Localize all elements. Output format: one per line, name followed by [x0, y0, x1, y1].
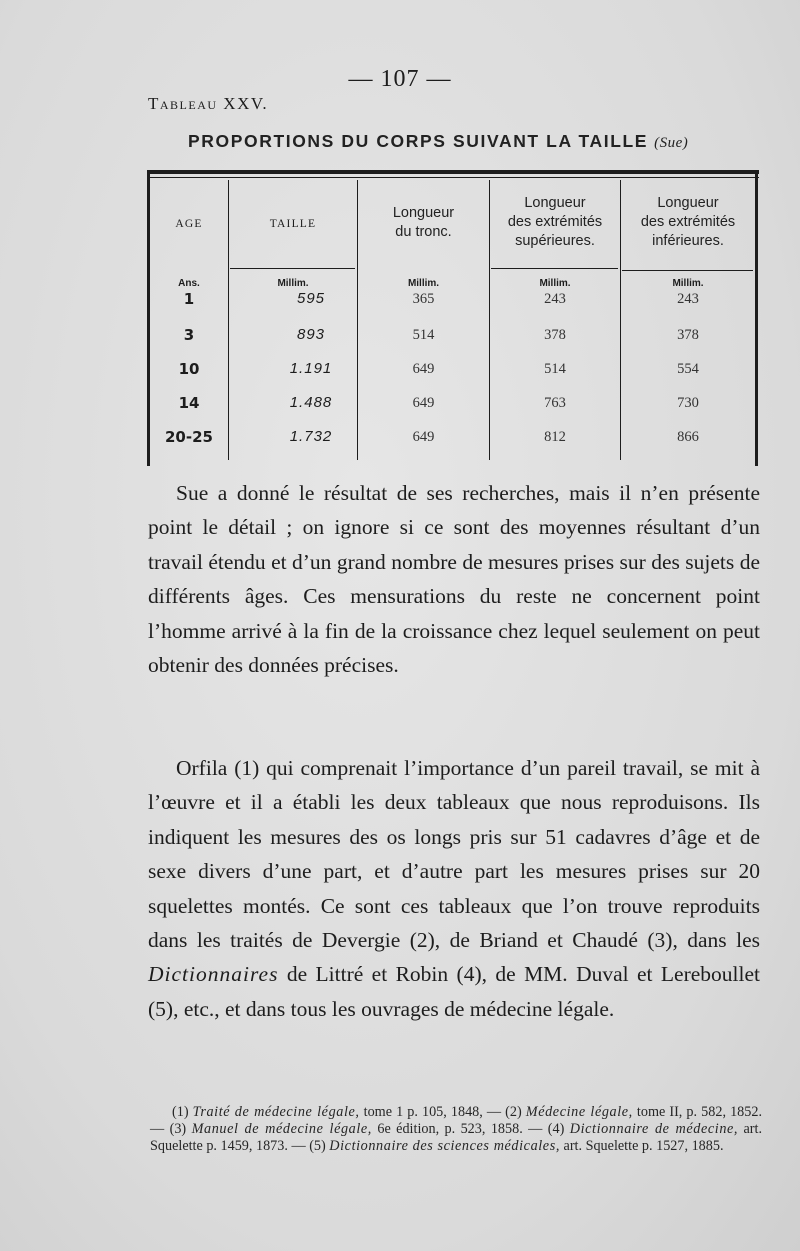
- cell-age: 20-25: [165, 428, 213, 446]
- tableau-label: Tableau XXV.: [148, 94, 269, 113]
- header-age: AGE: [175, 218, 203, 230]
- header-inf-line2: des extrémités: [640, 214, 736, 230]
- paragraph-orfila-italic: Dictionnaires: [148, 962, 279, 987]
- footnote-2-title: Médecine légale,: [525, 1104, 633, 1120]
- header-underline-3: [622, 270, 753, 271]
- footnote-3-rest: 6e édition, p. 523, 1858. — (4): [371, 1121, 570, 1137]
- header-underline-2: [491, 268, 618, 269]
- proportions-table: [147, 170, 761, 466]
- header-taille: TAILLE: [269, 218, 317, 230]
- header-sup-line2: des extrémités: [507, 214, 603, 230]
- cell-age: 10: [178, 360, 200, 378]
- cell-age: 1: [183, 290, 195, 308]
- unit-taille: Millim.: [277, 278, 309, 289]
- header-inf-line3: inférieures.: [652, 233, 724, 249]
- footnotes: [150, 1104, 762, 1155]
- header-underline-1: [230, 268, 355, 269]
- table-source: (Sue): [654, 135, 689, 151]
- header-tronc: [358, 204, 489, 242]
- footnote-4-title: Dictionnaire de médecine,: [569, 1121, 739, 1137]
- table-left-rule: [147, 170, 150, 466]
- unit-tronc: Millim.: [407, 278, 440, 289]
- header-inf-line1: Longueur: [657, 195, 719, 211]
- table-title-text: PROPORTIONS DU CORPS SUIVANT LA TAILLE: [188, 131, 649, 151]
- table-right-rule: [755, 170, 758, 466]
- cell-tronc: 649: [412, 361, 435, 377]
- page-number: — 107 —: [348, 66, 452, 92]
- paragraph-sue-text: Sue a donné le résultat de ses recherches, mais il n’en présente point le détail ; on ignore si ce sont des moyennes résultant d’un travail étendu et d’un grand nombre de mesures prises sur des sujets de différents âges. Ces mensurations du reste ne concernent point l’homme arrivé à la fin de la croissance chez lequel seulement on peut obtenir des données précises.: [148, 481, 760, 678]
- paragraph-orfila: [148, 751, 760, 1026]
- cell-sup: 243: [544, 291, 566, 307]
- cell-age: 14: [178, 394, 200, 412]
- header-sup: [490, 194, 620, 251]
- cell-sup: 514: [544, 361, 566, 377]
- cell-inf: 243: [677, 291, 699, 307]
- footnote-3-title: Manuel de médecine légale,: [191, 1121, 372, 1137]
- footnote-1-num: (1): [172, 1104, 193, 1120]
- cell-tronc: 514: [412, 327, 435, 343]
- cell-taille: 1.732: [289, 428, 333, 445]
- cell-sup: 812: [544, 429, 566, 445]
- paragraph-orfila-part2: de Littré et Robin (4), de MM. Duval et Lereboullet (5), etc., et dans tous les ouvrages de médecine légale.: [148, 962, 760, 1021]
- header-inf: [621, 194, 755, 251]
- footnote-2-rest: tome II, p. 582, 1852. — (3): [150, 1104, 762, 1137]
- footnote-5-rest: art. Squelette p. 1527, 1885.: [559, 1138, 724, 1154]
- cell-age: 3: [183, 326, 195, 344]
- cell-tronc: 649: [412, 395, 435, 411]
- cell-inf: 554: [677, 361, 699, 377]
- cell-tronc: 365: [412, 291, 435, 307]
- header-sup-line3: supérieures.: [515, 233, 595, 249]
- footnote-1-rest: tome 1 p. 105, 1848, — (2): [359, 1104, 526, 1120]
- table-title: [188, 131, 688, 152]
- footnote-1-title: Traité de médecine légale,: [192, 1104, 360, 1120]
- cell-sup: 763: [544, 395, 566, 411]
- footnote-4-rest: art. Squelette p. 1459, 1873. — (5): [150, 1121, 763, 1154]
- cell-sup: 378: [544, 327, 566, 343]
- header-sup-line1: Longueur: [524, 195, 586, 211]
- unit-sup: Millim.: [539, 278, 571, 289]
- table-top-rule: [147, 170, 759, 174]
- table-top-rule-thin: [147, 177, 759, 178]
- cell-taille: 1.191: [289, 360, 333, 377]
- unit-inf: Millim.: [672, 278, 704, 289]
- unit-age: Ans.: [178, 278, 200, 289]
- cell-inf: 378: [677, 327, 699, 343]
- cell-inf: 730: [677, 395, 699, 411]
- footnote-5-title: Dictionnaire des sciences médicales,: [329, 1138, 560, 1154]
- header-tronc-line2: du tronc.: [395, 224, 452, 240]
- cell-taille: 595: [296, 290, 326, 307]
- header-tronc-line1: Longueur: [392, 205, 455, 221]
- cell-inf: 866: [677, 429, 699, 445]
- cell-taille: 1.488: [289, 394, 333, 411]
- paragraph-orfila-part1: Orfila (1) qui comprenait l’importance d’un pareil travail, se mit à l’œuvre et il a établi les deux tableaux que nous reproduisons. Ils indiquent les mesures des os longs pris sur 51 cadavres d’âge et de sexe divers d’une part, et d’autre part les mesures prises sur 20 squelettes montés. Ce sont ces tableaux que l’on trouve reproduits dans les traités de Devergie (2), de Briand et Chaudé (3), dans les: [148, 756, 760, 953]
- cell-taille: 893: [296, 326, 326, 343]
- paragraph-sue: [148, 476, 760, 682]
- cell-tronc: 649: [412, 429, 435, 445]
